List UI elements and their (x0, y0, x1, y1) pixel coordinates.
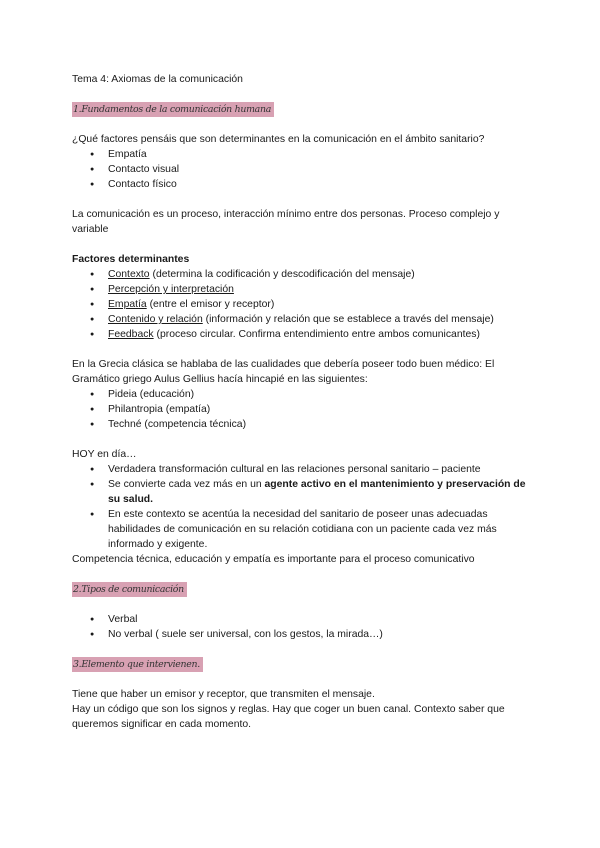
document-title: Tema 4: Axiomas de la comunicación (72, 74, 243, 85)
elements-line-1: Tiene que haber un emisor y receptor, que transmiten el mensaje. (72, 689, 375, 700)
list-item: ● Philantropia (empatía) (108, 402, 538, 417)
factor-term: Feedback (108, 329, 154, 340)
list-item (108, 312, 538, 327)
list-item: ● No verbal ( suele ser universal, con los gestos, la mirada…) (108, 627, 538, 642)
list-item (108, 477, 538, 507)
elements-line-2: Hay un código que son los signos y reglas. Hay que coger un buen canal. Contexto saber que queremos significar en cada momento. (72, 704, 505, 730)
list-item-bold-text: agente activo en el mantenimiento y preservación de su salud. (108, 479, 526, 505)
factor-term: Empatía (108, 299, 147, 310)
list-item: ● Verbal (108, 612, 538, 627)
list-item: ● Empatía (108, 147, 538, 162)
today-list (72, 462, 538, 552)
today-intro: HOY en día… (72, 449, 137, 460)
factors-title: Factores determinantes (72, 254, 190, 265)
list-item: ● Techné (competencia técnica) (108, 417, 538, 432)
communication-definition: La comunicación es un proceso, interacción mínimo entre dos personas. Proceso complejo y variable (72, 209, 500, 235)
list-item (108, 297, 538, 312)
list-item: ● Pideia (educación) (108, 387, 538, 402)
conclusion-text: Competencia técnica, educación y empatía es importante para el proceso comunicativo (72, 554, 475, 565)
document-page (72, 72, 538, 732)
factors-question-list (72, 147, 538, 192)
section-heading-tipos: 2.Tipos de comunicación (72, 582, 187, 597)
list-item (108, 267, 538, 282)
factor-term: Contexto (108, 269, 150, 280)
list-item: ● Contacto visual (108, 162, 538, 177)
list-item: ● Contacto físico (108, 177, 538, 192)
factor-description: (información y relación que se establece a través del mensaje) (202, 314, 494, 325)
list-item: ● Verdadera transformación cultural en las relaciones personal sanitario – paciente (108, 462, 538, 477)
list-item (108, 282, 538, 297)
factor-term: Contenido y relación (108, 314, 203, 325)
factor-description: (determina la codificación y descodificación del mensaje) (149, 269, 415, 280)
determining-factors-list (72, 267, 538, 342)
list-item (108, 327, 538, 342)
section-heading-fundamentos: 1.Fundamentos de la comunicación humana (72, 102, 274, 117)
greece-paragraph: En la Grecia clásica se hablaba de las cualidades que debería poseer todo buen médico: El Gramático griego Aulus Gellius hacía hincapié en las siguientes: (72, 359, 495, 385)
communication-types-list (72, 612, 538, 642)
list-item: ● En este contexto se acentúa la necesidad del sanitario de poseer unas adecuadas habilidades de comunicación en su relación cotidiana con un paciente cada vez más informado y exigente. (108, 507, 538, 552)
factor-description: (proceso circular. Confirma entendimiento entre ambos comunicantes) (153, 329, 480, 340)
greece-qualities-list (72, 387, 538, 432)
list-item-text: Se convierte cada vez más en un (108, 479, 265, 490)
section-heading-elementos: 3.Elemento que intervienen. (72, 657, 203, 672)
question-text: ¿Qué factores pensáis que son determinantes en la comunicación en el ámbito sanitario? (72, 134, 485, 145)
factor-term: Percepción y interpretación (108, 284, 234, 295)
factor-description: (entre el emisor y receptor) (146, 299, 275, 310)
